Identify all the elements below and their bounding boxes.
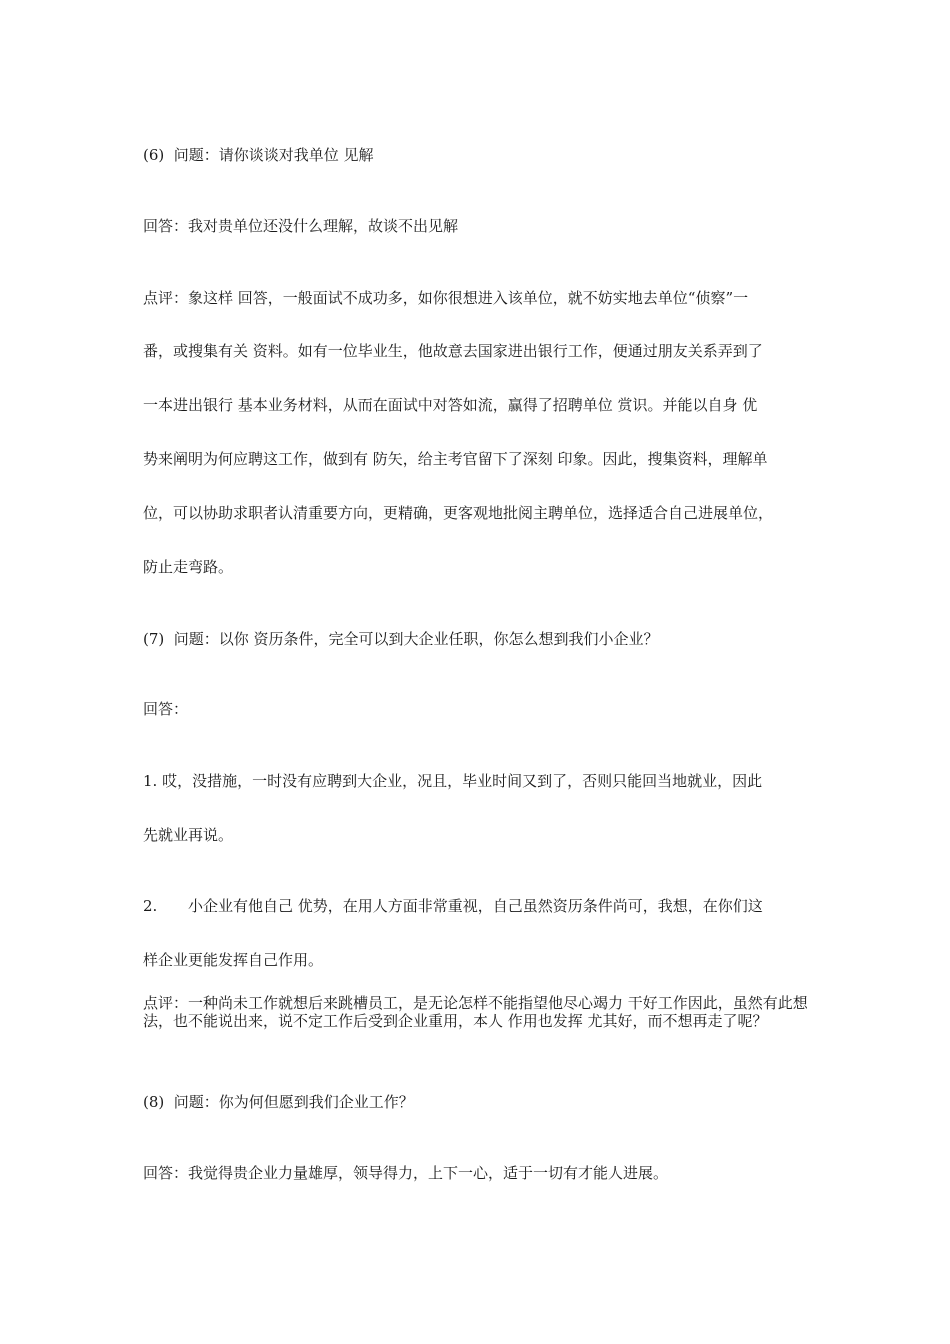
q7-item2-number: 2.	[143, 897, 158, 915]
q8-question: (8) 问题：你为何但愿到我们企业工作？	[143, 1093, 414, 1111]
q8-answer: 回答：我觉得贵企业力量雄厚，领导得力，上下一心，适于一切有才能人进展。	[143, 1164, 669, 1182]
q7-item2-line: 样企业更能发挥自己作用。	[143, 951, 324, 969]
q6-question: (6) 问题：请你谈谈对我单位 见解	[143, 146, 374, 164]
q7-answer-label: 回答：	[143, 700, 189, 718]
q6-comment-line: 番，或搜集有关 资料。如有一位毕业生，他故意去国家进出银行工作，便通过朋友关系弄到了	[143, 342, 763, 360]
q7-item1-line: 1. 哎，没措施，一时没有应聘到大企业，况且，毕业时间又到了，否则只能回当地就业，因此	[143, 772, 763, 790]
q6-comment-line: 势来阐明为何应聘这工作，做到有 防矢，给主考官留下了深刻 印象。因此，搜集资料，理解单	[143, 450, 768, 468]
q6-comment-line: 防止走弯路。	[143, 558, 234, 576]
q6-comment-line: 位，可以协助求职者认清重要方向，更精确，更客观地批阅主聘单位，选择适合自己进展单位，	[143, 504, 774, 522]
q6-comment-line: 一本进出银行 基本业务材料，从而在面试中对答如流，赢得了招聘单位 赏识。并能以自身 优	[143, 396, 758, 414]
q7-question: (7) 问题：以你 资历条件，完全可以到大企业任职，你怎么想到我们小企业？	[143, 630, 659, 648]
q7-item1-line: 先就业再说。	[143, 826, 234, 844]
q6-comment-line: 点评：象这样 回答，一般面试不成功多，如你很想进入该单位，就不妨实地去单位“侦察”一	[143, 289, 749, 307]
q7-item2-line: 小企业有他自己 优势，在用人方面非常重视，自己虽然资历条件尚可，我想，在你们这	[188, 897, 763, 915]
q7-comment: 点评：一种尚未工作就想后来跳槽员工，是无论怎样不能指望他尽心竭力 干好工作因此，虽然有此想法，也不能说出来，说不定工作后受到企业重用，本人 作用也发挥 尤其好，而不想再走了呢？	[143, 994, 808, 1030]
q6-answer: 回答：我对贵单位还没什么理解，故谈不出见解	[143, 217, 459, 235]
